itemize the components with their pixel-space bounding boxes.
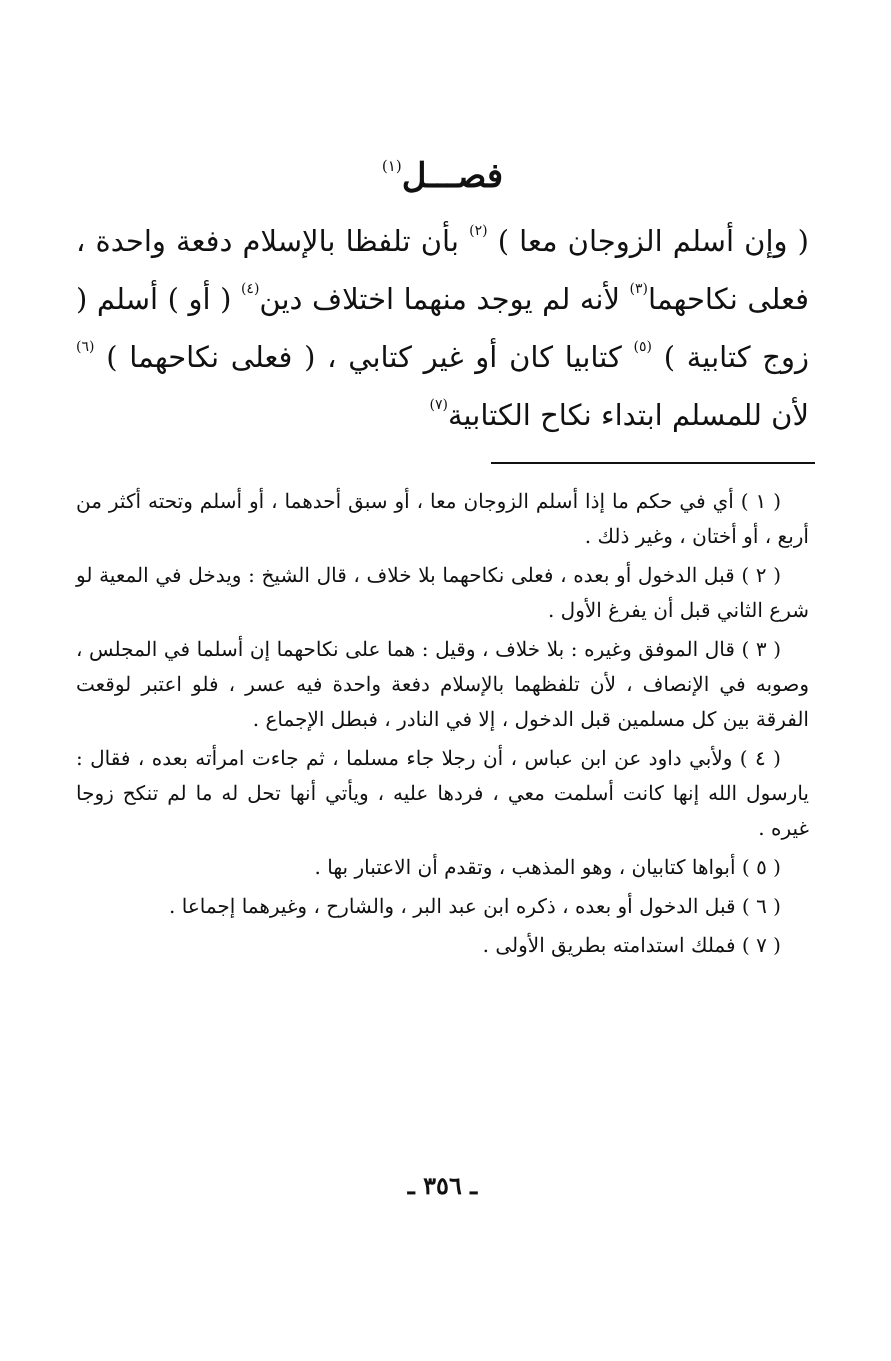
footnote-ref-5: (٥) [633,339,652,355]
footnote-5: ( ٥ ) أبواها كتابيان ، وهو المذهب ، وتقدم أن الاعتبار بها . [314,855,781,879]
footnote-divider [491,462,815,464]
main-text-segment: ( وإن أسلم الزوجان معا ) [487,224,809,258]
footnote-ref-7: (٧) [429,397,448,413]
main-text-segment: لأنه لم يوجد منهما اختلاف دين [259,282,630,316]
book-page [70,0,815,1361]
main-text-segment: ( أو ) أسلم ( زوج كتابية ) [76,282,809,374]
footnote-ref-4: (٤) [240,281,260,297]
footnote-2: ( ٢ ) قبل الدخول أو بعده ، فعلى نكاحهما بلا خلاف ، قال الشيخ : ويدخل في المعية لو شرع الثاني قبل أن يفرغ الأول . [76,563,809,622]
main-text-segment: كتابيا كان أو غير كتابي ، ( فعلى نكاحهما ) [94,340,634,374]
footnote-6: ( ٦ ) قبل الدخول أو بعده ، ذكره ابن عبد البر ، والشارح ، وغيرهما إجماعا . [169,894,781,918]
footnote-1: ( ١ ) أي في حكم ما إذا أسلم الزوجان معا ، أو سبق أحدهما ، أو أسلم وتحته أكثر من أربع ، أو أختان ، وغير ذلك . [76,489,809,548]
footnote-ref-6: (٦) [76,339,95,355]
page-number: ـ ٣٥٦ ـ [407,1171,478,1200]
footnote-ref-2: (٢) [469,223,488,239]
footnote-3: ( ٣ ) قال الموفق وغيره : بلا خلاف ، وقيل : هما على نكاحهما إن أسلما في المجلس ، وصوبه في الإنصاف ، لأن تلفظهما بالإسلام دفعة واحدة فيه عسر ، فلو اعتبر لوقعت الفرقة بين كل مسلمين قبل الدخول ، إلا في النادر ، فبطل الإجماع . [76,637,809,731]
main-paragraph [76,212,809,444]
main-text-segment: لأن للمسلم ابتداء نكاح الكتابية [448,398,809,432]
footnote-7: ( ٧ ) فملك استدامته بطريق الأولى . [482,933,781,957]
section-title: فصـــل [401,156,504,196]
main-text [76,212,809,444]
footnote-ref-3: (٣) [629,281,648,297]
section-heading [70,152,815,200]
footnotes [76,484,809,967]
main-text-segment: بأن تلفظا بالإسلام دفعة واحدة ، فعلى نكاحهما [76,224,809,316]
footnote-ref-1: (١) [381,157,402,175]
footnote-4: ( ٤ ) ولأبي داود عن ابن عباس ، أن رجلا جاء مسلما ، ثم جاءت امرأته بعده ، فقال : يارسول الله إنها كانت أسلمت معي ، فردها عليه ، ويأتي أنها تحل له ما لم تنكح زوجا غيره . [76,746,809,840]
